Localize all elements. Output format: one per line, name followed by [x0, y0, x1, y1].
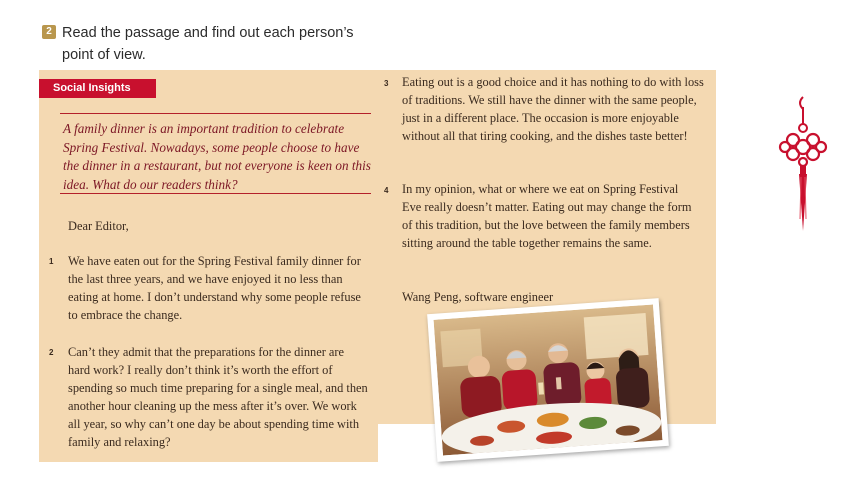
intro-top-rule [60, 113, 371, 114]
intro-bottom-rule [60, 193, 371, 194]
section-banner: Social Insights [39, 79, 156, 98]
greeting: Dear Editor, [68, 219, 129, 233]
task-number-badge: 2 [42, 25, 56, 39]
paragraph-3: Eating out is a good choice and it has nothing to do with loss of traditions. We still have the dinner with the same people, just in a different place. The occasion is more enjoyable without all that tiring cooking, and the dishes taste better! [402, 75, 704, 143]
task-text: Read the passage and find out each person’s point of view. [62, 25, 354, 63]
family-dinner-photo [427, 298, 669, 462]
intro-text: A family dinner is an important tradition to celebrate Spring Festival. Nowadays, some people choose to have the dinner in a restaurant, but not everyone is keen on this idea. What do our readers think? [63, 121, 371, 192]
paragraph-1: We have eaten out for the Spring Festival family dinner for the last three years, and we have enjoyed it no less than eating at home. I don’t understand why some people refuse to embrace the change. [68, 254, 361, 322]
paragraph-number: 1 [49, 257, 54, 266]
paragraph-number: 2 [49, 348, 54, 357]
family-dinner-image [434, 304, 663, 455]
signature: Wang Peng, software engineer [402, 290, 554, 304]
paragraph-number: 3 [384, 79, 389, 88]
chinese-knot-decoration [775, 95, 831, 233]
paragraph-number: 4 [384, 186, 389, 195]
paragraph-4: In my opinion, what or where we eat on Spring Festival Eve really doesn’t matter. Eating out may change the form of this tradition, but the love between the family members sitting around the table together remains the same. [402, 182, 692, 250]
paragraph-2: Can’t they admit that the preparations for the dinner are hard work? I really don’t think it’s worth the effort of spending so much time preparing for a single meal, and then another hour cleaning up the mess after it’s over. We work all year, so why can’t one day be about spending time with family and relaxing? [68, 345, 368, 449]
